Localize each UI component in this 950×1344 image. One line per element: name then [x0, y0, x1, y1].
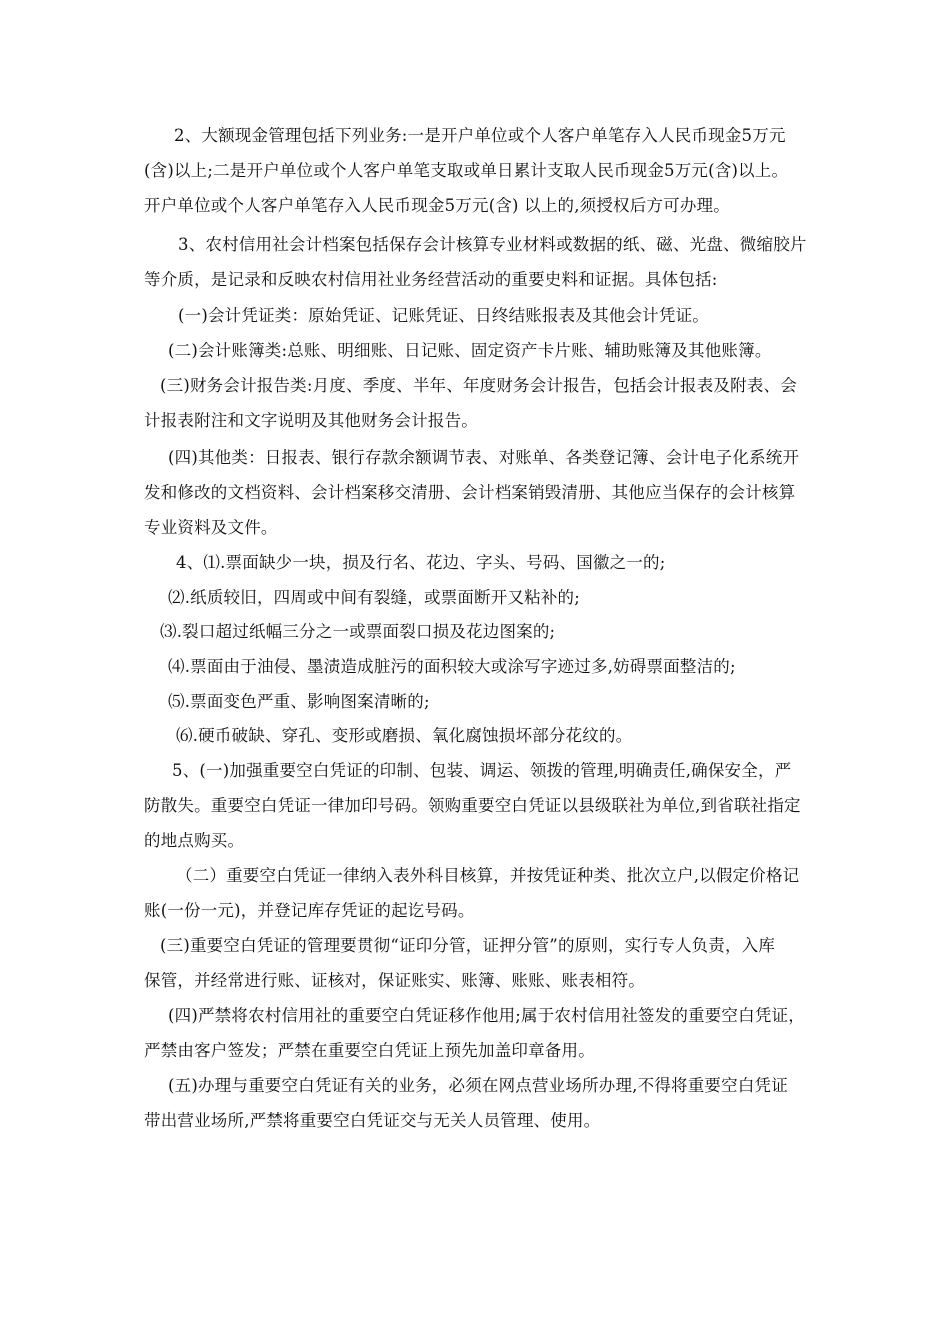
text-line: ⑸.票面变色严重、影响图案清晰的;: [168, 692, 430, 711]
paragraph-damaged-notes-3: [144, 614, 808, 649]
text-line: (四)其他类：日报表、银行存款余额调节表、对账单、各类登记簿、会计电子化系统开: [168, 448, 800, 467]
text-line: (一)会计凭证类：原始凭证、记账凭证、日终结账报表及其他会计凭证。: [178, 306, 709, 325]
text-line: 带出营业场所,严禁将重要空白凭证交与无关人员管理、使用。: [144, 1111, 601, 1130]
text-line: 3、农村信用社会计档案包括保存会计核算专业材料或数据的纸、磁、光盘、微缩胶片: [178, 235, 807, 254]
text-line: ⑹.硬币破缺、穿孔、变形或磨损、氧化腐蚀损坏部分花纹的。: [176, 726, 633, 745]
text-line: (四)严禁将农村信用社的重要空白凭证移作他用;属于农村信用社签发的重要空白凭证，: [168, 1006, 805, 1025]
text-line: （二）重要空白凭证一律纳入表外科目核算，并按凭证种类、批次立户,以假定价格记: [176, 866, 800, 885]
text-line: 的地点购买。: [144, 831, 245, 850]
paragraph-financial-reports: [144, 368, 808, 438]
paragraph-accounting-archives: [144, 227, 808, 297]
text-line: (三)财务会计报告类:月度、季度、半年、年度财务会计报告，包括会计报表及附表、会: [160, 376, 797, 395]
text-line: 2、大额现金管理包括下列业务:一是开户单位或个人客户单笔存入人民币现金5万元: [174, 126, 786, 145]
text-line: ⑵.纸质较旧，四周或中间有裂缝，或票面断开又粘补的;: [168, 588, 581, 607]
paragraph-damaged-notes-2: [144, 580, 808, 615]
paragraph-large-cash-management: [144, 118, 808, 223]
paragraph-blank-vouchers-2: [144, 858, 808, 928]
paragraph-damaged-coins-6: [144, 718, 808, 753]
text-line: 等介质，是记录和反映农村信用社业务经营活动的重要史料和证据。具体包括:: [144, 270, 718, 289]
paragraph-damaged-notes-1: [144, 545, 808, 580]
paragraph-blank-vouchers-4: [144, 998, 808, 1068]
text-line: (五)办理与重要空白凭证有关的业务，必须在网点营业场所办理,不得将重要空白凭证: [168, 1076, 788, 1095]
text-line: 4、⑴.票面缺少一块，损及行名、花边、字头、号码、国徽之一的;: [176, 553, 666, 572]
text-line: 计报表附注和文字说明及其他财务会计报告。: [144, 411, 478, 430]
text-line: (三)重要空白凭证的管理要贯彻“证印分管，证押分管”的原则，实行专人负责，入库: [160, 936, 776, 955]
text-line: ⑶.裂口超过纸幅三分之一或票面裂口损及花边图案的;: [160, 622, 556, 641]
paragraph-accounting-vouchers: [144, 298, 808, 333]
text-line: 严禁由客户签发；严禁在重要空白凭证上预先加盖印章备用。: [144, 1041, 595, 1060]
text-line: (二)会计账簿类:总账、明细账、日记账、固定资产卡片账、辅助账簿及其他账簿。: [168, 341, 772, 360]
paragraph-blank-vouchers-5: [144, 1068, 808, 1138]
text-line: 5、(一)加强重要空白凭证的印制、包装、调运、领拨的管理,明确责任,确保安全，严: [172, 761, 792, 780]
paragraph-account-books: [144, 333, 808, 368]
paragraph-blank-vouchers-3: [144, 928, 808, 998]
text-line: 账(一份一元)，并登记库存凭证的起讫号码。: [144, 901, 475, 920]
text-line: 专业资料及文件。: [144, 518, 278, 537]
text-line: ⑷.票面由于油侵、墨渍造成脏污的面积较大或涂写字迹过多,妨碍票面整洁的;: [168, 657, 736, 676]
paragraph-blank-vouchers-1: [144, 753, 808, 858]
text-line: (含)以上;二是开户单位或个人客户单笔支取或单日累计支取人民币现金5万元(含)以上。: [144, 161, 789, 180]
text-line: 发和修改的文档资料、会计档案移交清册、会计档案销毁清册、其他应当保存的会计核算: [144, 483, 796, 502]
text-line: 防散失。重要空白凭证一律加印号码。领购重要空白凭证以县级联社为单位,到省联社指定: [144, 796, 801, 815]
paragraph-damaged-notes-4: [144, 649, 808, 684]
text-line: 开户单位或个人客户单笔存入人民币现金5万元(含) 以上的,须授权后方可办理。: [144, 196, 730, 215]
paragraph-damaged-notes-5: [144, 684, 808, 719]
paragraph-other-archives: [144, 440, 808, 545]
text-line: 保管，并经常进行账、证核对，保证账实、账簿、账账、账表相符。: [144, 971, 645, 990]
